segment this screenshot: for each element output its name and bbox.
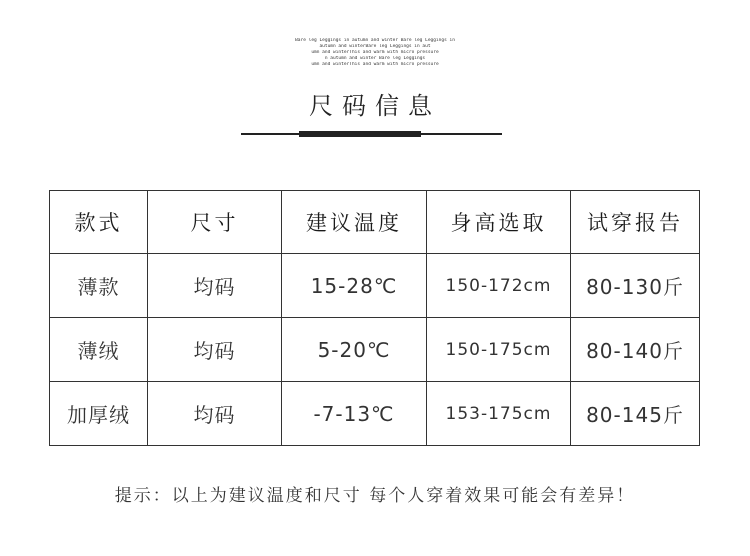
- tagline-line: autumn and winterBare leg Leggings in aut: [319, 44, 431, 49]
- cell-weight: 80-140斤: [571, 318, 700, 382]
- header-style: 款式: [50, 191, 148, 254]
- header-temperature: 建议温度: [282, 191, 427, 254]
- table-row: [50, 382, 700, 446]
- size-table: [49, 190, 700, 446]
- cell-size: 均码: [148, 318, 282, 382]
- title-underline-accent: [299, 131, 421, 137]
- cell-style: 薄绒: [50, 318, 148, 382]
- english-tagline: [270, 38, 480, 68]
- tagline-line: umn and winterThis and warm with micro pressure: [311, 50, 439, 55]
- cell-weight: 80-145斤: [571, 382, 700, 446]
- cell-height: 150-175cm: [427, 318, 571, 382]
- cell-temperature: 15-28℃: [282, 254, 427, 318]
- table-row: [50, 318, 700, 382]
- page-title: 尺码信息: [309, 92, 441, 120]
- table-header-row: [50, 191, 700, 254]
- cell-weight: 80-130斤: [571, 254, 700, 318]
- cell-temperature: -7-13℃: [282, 382, 427, 446]
- header-weight: 试穿报告: [571, 191, 700, 254]
- cell-size: 均码: [148, 382, 282, 446]
- cell-style: 薄款: [50, 254, 148, 318]
- header-size: 尺寸: [148, 191, 282, 254]
- tagline-line: Bare leg Leggings in autumn and winter Bare leg Leggings in: [295, 38, 455, 43]
- hint-note: 提示：以上为建议温度和尺寸 每个人穿着效果可能会有差异！: [114, 486, 636, 506]
- table-row: [50, 254, 700, 318]
- tagline-line: n autumn and winter Bare leg Leggings: [324, 56, 426, 61]
- tagline-line: umn and winterThis and warm with micro pressure: [311, 62, 439, 67]
- cell-height: 150-172cm: [427, 254, 571, 318]
- cell-style: 加厚绒: [50, 382, 148, 446]
- cell-size: 均码: [148, 254, 282, 318]
- cell-temperature: 5-20℃: [282, 318, 427, 382]
- header-height: 身高选取: [427, 191, 571, 254]
- cell-height: 153-175cm: [427, 382, 571, 446]
